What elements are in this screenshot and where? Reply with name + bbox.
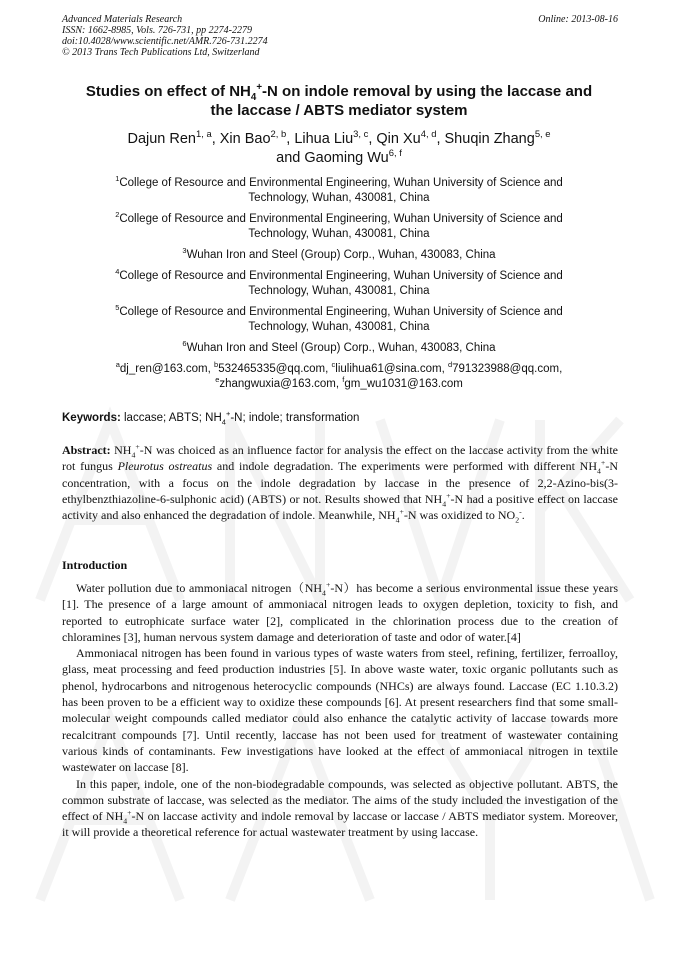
- introduction-body: [62, 580, 618, 841]
- author-name: Qin Xu: [376, 131, 421, 147]
- emails-line-1: $^a$dj_ren@163.com, $^b$532465335@qq.com, $^c$liulihua61@sina.com, $^d$791323988@qq.com,: [115, 360, 563, 375]
- email-link[interactable]: dj_ren@163.com: [119, 363, 208, 375]
- affiliation: $^6$Wuhan Iron and Steel (Group) Corp., Wuhan, 430083, China: [182, 339, 496, 354]
- title-line-2: the laccase / ABTS mediator system: [210, 102, 468, 119]
- authors-line-2: and Gaoming Wu$^{6, f}$: [276, 147, 402, 166]
- online-date: Online: 2013-08-16: [538, 14, 618, 25]
- affiliation: $^2$College of Resource and Environmental Engineering, Wuhan University of Science and Technology, Wuhan, 430081, China: [115, 210, 563, 240]
- author-list: [40, 130, 638, 168]
- affiliation: $^4$College of Resource and Environmental Engineering, Wuhan University of Science and Technology, Wuhan, 430081, China: [115, 267, 563, 297]
- keywords-label: Keywords:: [62, 412, 121, 424]
- title-line-1: Studies on effect of $NH_4^+-N$ on indole removal by using the laccase and: [85, 82, 593, 103]
- authors-line-1: Dajun Ren$^{1, a}$, Xin Bao$^{2, b}$, Lihua Liu$^{3, c}$, Qin Xu$^{4, d}$, Shuqin Zhang$^{5, e}$: [127, 128, 551, 147]
- affiliation-list: [70, 176, 608, 392]
- paper-title: [40, 82, 638, 120]
- section-heading-introduction: Introduction: [62, 558, 128, 572]
- paragraph: Ammoniacal nitrogen has been found in various types of waste waters from steel, refining, fertilizer, ferroalloy, glass, meat processing and feed production industries [5]. In above waste water, toxic organic pollutants such as phenol, hydrocarbons and nitrogenous heterocyclic compounds (NHCs) are always found. Laccase (EC 1.10.3.2) has been proven to be a efficient way to oxidize these compounds [6]. At present researchers find that some small-molecular weight compounds called mediator could also enhance the catalytic activity of laccase towards more recalcitrant compounds [7]. Until recently, laccase has not been used for treatment of wastewater containing various kinds of contaminants. Few investigations have looked at the effect of ammoniacal nitrogen in textile wastewater on laccase [8].: [62, 646, 618, 775]
- affiliation: $^3$Wuhan Iron and Steel (Group) Corp., Wuhan, 430083, China: [182, 246, 496, 261]
- journal-name: Advanced Materials Research: [62, 14, 183, 25]
- emails-line-2: $^e$zhangwuxia@163.com, $^f$gm_wu1031@163.com: [215, 375, 463, 390]
- keywords: Keywords: laccase; ABTS; $NH_4^+-N$; indole; transformation: [62, 409, 360, 427]
- journal-header: [62, 14, 618, 58]
- email-link[interactable]: gm_wu1031@163.com: [344, 378, 463, 390]
- abstract: Abstract: $NH_4^+-N$ was choiced as an influence factor for analysis the effect on the laccase activity from the white rot fungus Pleurotus ostreatus and indole degradation. The experiments were performed with different $NH_4^+-N$ concentration, with a focus on the indole degradation by laccase in the presence of 2,2-Azino-bis(3-ethylbenzthiazoline-6-sulphonic acid) (ABTS) or not. Results showed that $NH_4^+-N$ had a positive effect on laccase activity and also enhanced the degradation of indole. Meanwhile, $NH_4^+-N$ was oxidized to $NO_2^-$.: [62, 442, 619, 525]
- paragraph: In this paper, indole, one of the non-biodegradable compounds, was selected as objective pollutant. ABTS, the common substrate of laccase, was selected as the mediator. The aims of the study included the investigation of the effect of $NH_4^+-N$ on laccase activity and indole removal by laccase or laccase / ABTS mediator system. Moreover, it will provide a theoretical reference for actual wastewater treatment by using laccase.: [62, 776, 618, 840]
- author-name: Lihua Liu: [294, 131, 354, 147]
- email-list: [70, 362, 608, 392]
- abstract-label: Abstract:: [62, 443, 111, 457]
- copyright-line: © 2013 Trans Tech Publications Ltd, Switzerland: [62, 47, 260, 58]
- affiliation: $^1$College of Resource and Environmental Engineering, Wuhan University of Science and Technology, Wuhan, 430081, China: [115, 174, 563, 204]
- email-link[interactable]: liulihua61@sina.com: [335, 363, 442, 375]
- paragraph: Water pollution due to ammoniacal $nitrogen(NH_4^+-N)has$ become a serious environmental issue these years [1]. The presence of a large amount of ammoniacal nitrogen leads to oxygen depletion, toxicity to fish, and reported to eutrophicate surface water [2], complicated in the chlorination process due to the creation of chloramines [3], human nervous system damage and deterioration of taste and odor of water.[4]: [62, 580, 618, 644]
- affiliation: $^5$College of Resource and Environmental Engineering, Wuhan University of Science and Technology, Wuhan, 430081, China: [115, 303, 563, 333]
- author-name: Dajun Ren: [127, 131, 196, 147]
- doi-line: doi:10.4028/www.scientific.net/AMR.726-731.2274: [62, 36, 268, 47]
- email-link[interactable]: 791323988@qq.com: [452, 363, 560, 375]
- author-name: Gaoming Wu: [304, 150, 389, 166]
- email-link[interactable]: zhangwuxia@163.com: [219, 378, 336, 390]
- email-link[interactable]: 532465335@qq.com: [218, 363, 326, 375]
- species-name: Pleurotus ostreatus: [117, 459, 213, 474]
- author-name: Xin Bao: [219, 131, 271, 147]
- author-name: Shuqin Zhang: [444, 131, 535, 147]
- issn-line: ISSN: 1662-8985, Vols. 726-731, pp 2274-2279: [62, 25, 252, 36]
